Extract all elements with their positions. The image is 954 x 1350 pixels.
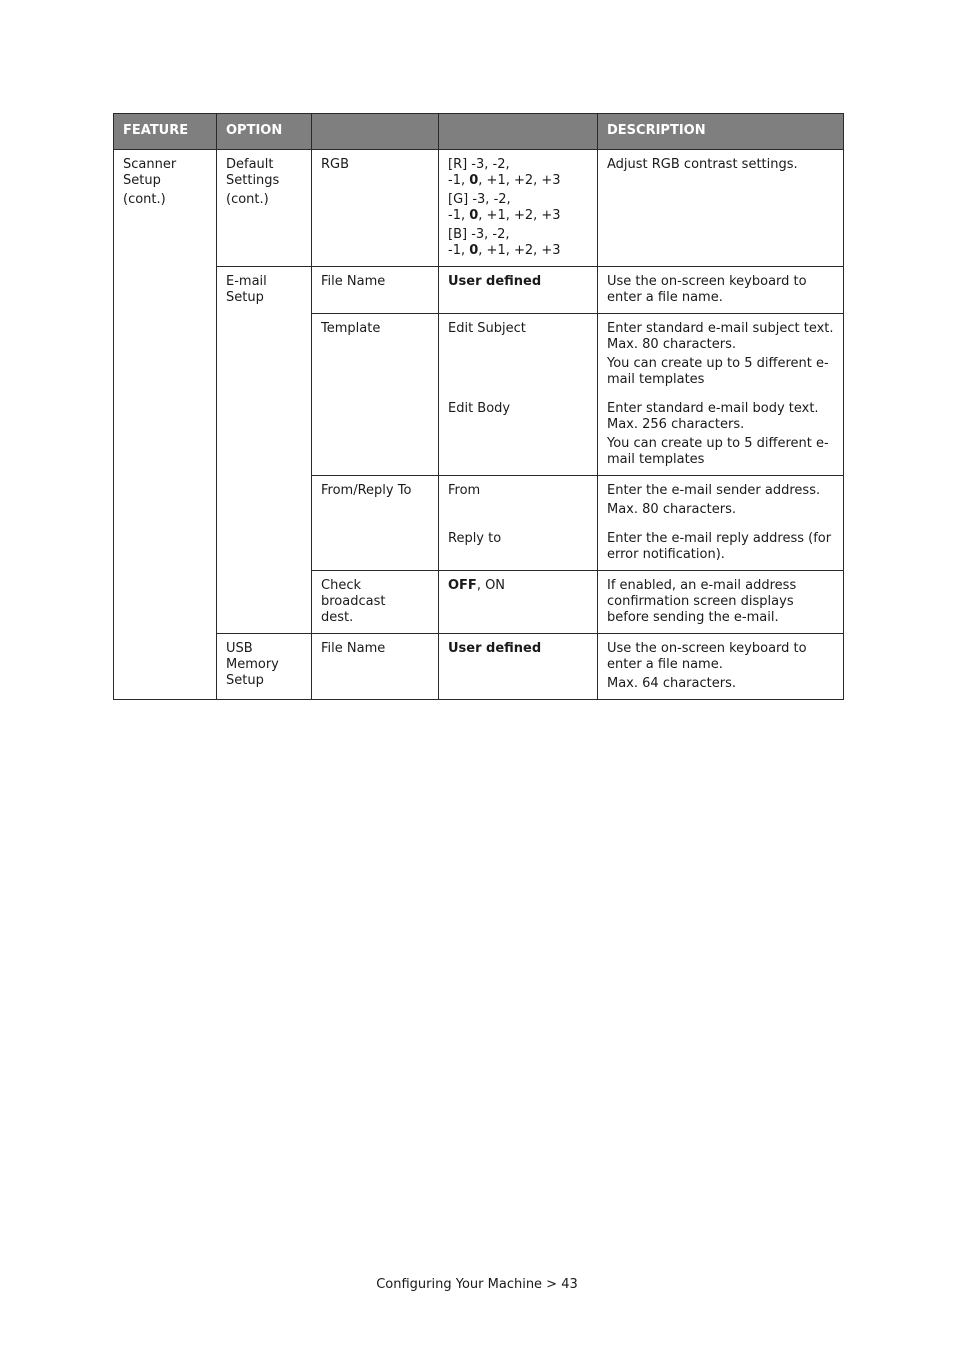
header-col3 bbox=[312, 114, 439, 150]
value-line: -1, 0, +1, +2, +3 bbox=[448, 208, 561, 223]
description-from-reply bbox=[598, 476, 844, 571]
option-line: (cont.) bbox=[226, 192, 269, 207]
description-line: Enter the e-mail reply address (for bbox=[607, 531, 832, 546]
option-line: Settings bbox=[226, 173, 280, 188]
description-check-broadcast bbox=[598, 571, 844, 634]
value-file-name: User defined bbox=[439, 267, 598, 314]
value-check-broadcast: OFF, ON bbox=[439, 571, 598, 634]
description-line: Use the on-screen keyboard to bbox=[607, 641, 807, 656]
header-feature: FEATURE bbox=[114, 114, 217, 150]
option-usb-setup bbox=[217, 634, 312, 700]
description-usb-file-name bbox=[598, 634, 844, 700]
description-line: Enter the e-mail sender address. bbox=[607, 483, 821, 498]
value-line: [R] -3, -2, bbox=[448, 157, 510, 172]
setting-line: dest. bbox=[321, 610, 354, 625]
description-line: Max. 64 characters. bbox=[607, 676, 736, 691]
header-option: OPTION bbox=[217, 114, 312, 150]
description-line: before sending the e-mail. bbox=[607, 610, 779, 625]
setting-check-broadcast bbox=[312, 571, 439, 634]
value-line: From bbox=[448, 483, 481, 498]
table-row bbox=[114, 150, 844, 267]
description-line: You can create up to 5 different e- bbox=[607, 356, 829, 371]
value-from-reply bbox=[439, 476, 598, 571]
setting-rgb: RGB bbox=[312, 150, 439, 267]
value-line: -1, 0, +1, +2, +3 bbox=[448, 243, 561, 258]
value-line: Edit Subject bbox=[448, 321, 526, 336]
description-rgb: Adjust RGB contrast settings. bbox=[598, 150, 844, 267]
description-line: Enter standard e-mail subject text. bbox=[607, 321, 834, 336]
description-line: Max. 80 characters. bbox=[607, 502, 736, 517]
option-line: USB bbox=[226, 641, 253, 656]
table-header-row bbox=[114, 114, 844, 150]
page-footer: Configuring Your Machine > 43 bbox=[376, 1277, 578, 1292]
description-line: mail templates bbox=[607, 452, 705, 467]
description-line: error notification). bbox=[607, 547, 725, 562]
value-usb-file-name: User defined bbox=[439, 634, 598, 700]
description-line: confirmation screen displays bbox=[607, 594, 794, 609]
option-line: E-mail bbox=[226, 274, 267, 289]
description-line: mail templates bbox=[607, 372, 705, 387]
setting-template: Template bbox=[312, 314, 439, 476]
description-line: Use the on-screen keyboard to bbox=[607, 274, 807, 289]
description-line: You can create up to 5 different e- bbox=[607, 436, 829, 451]
header-col4 bbox=[439, 114, 598, 150]
description-line: Max. 256 characters. bbox=[607, 417, 745, 432]
table-row bbox=[114, 634, 844, 700]
option-line: Memory bbox=[226, 657, 279, 672]
option-line: Setup bbox=[226, 673, 264, 688]
option-line: Setup bbox=[226, 290, 264, 305]
value-line: -1, 0, +1, +2, +3 bbox=[448, 173, 561, 188]
table-row bbox=[114, 267, 844, 314]
description-file-name bbox=[598, 267, 844, 314]
feature-cell bbox=[114, 150, 217, 700]
value-line: Reply to bbox=[448, 531, 502, 546]
description-template bbox=[598, 314, 844, 476]
description-line: If enabled, an e-mail address bbox=[607, 578, 797, 593]
option-line: Default bbox=[226, 157, 274, 172]
option-email-setup bbox=[217, 267, 312, 634]
settings-table bbox=[113, 113, 844, 700]
feature-line: Setup bbox=[123, 173, 161, 188]
value-line: [B] -3, -2, bbox=[448, 227, 510, 242]
description-line: enter a file name. bbox=[607, 290, 723, 305]
feature-line: (cont.) bbox=[123, 192, 166, 207]
setting-usb-file-name: File Name bbox=[312, 634, 439, 700]
description-line: Enter standard e-mail body text. bbox=[607, 401, 819, 416]
setting-line: Check broadcast bbox=[321, 578, 386, 609]
value-template bbox=[439, 314, 598, 476]
setting-from-reply: From/Reply To bbox=[312, 476, 439, 571]
description-line: enter a file name. bbox=[607, 657, 723, 672]
value-line: [G] -3, -2, bbox=[448, 192, 511, 207]
feature-line: Scanner bbox=[123, 157, 177, 172]
description-line: Max. 80 characters. bbox=[607, 337, 736, 352]
value-rgb bbox=[439, 150, 598, 267]
value-line: Edit Body bbox=[448, 401, 511, 416]
header-description: DESCRIPTION bbox=[598, 114, 844, 150]
option-default-settings bbox=[217, 150, 312, 267]
setting-file-name: File Name bbox=[312, 267, 439, 314]
